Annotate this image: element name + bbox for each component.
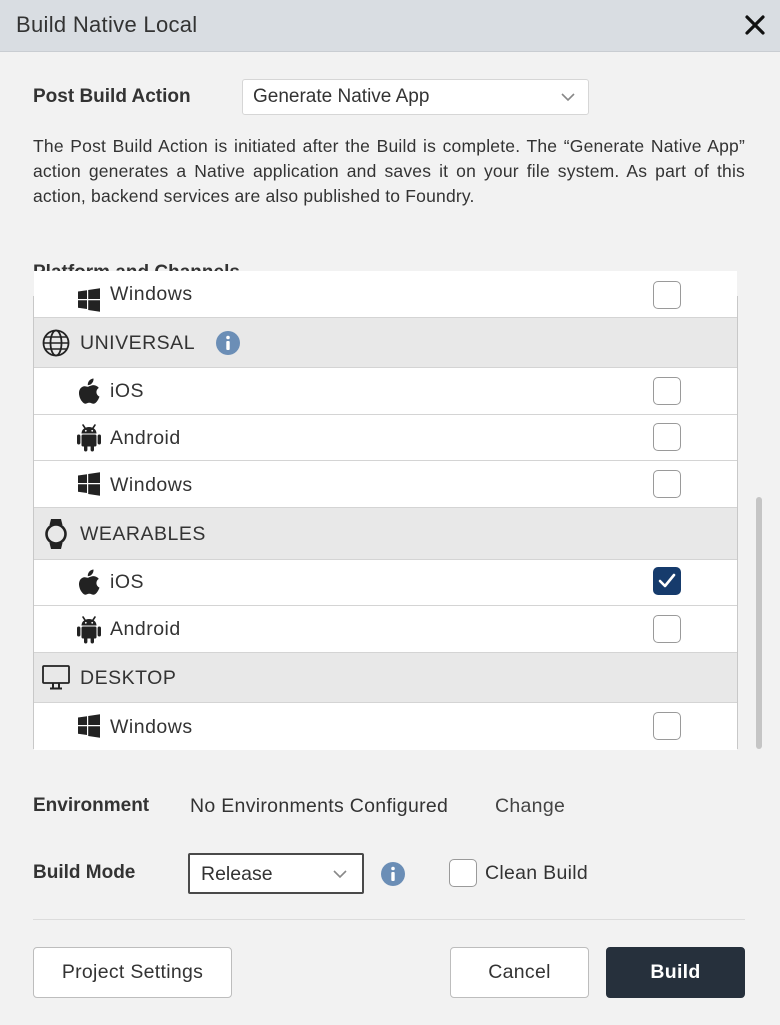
universal-windows-checkbox[interactable] xyxy=(653,470,681,498)
universal-ios-checkbox[interactable] xyxy=(653,377,681,405)
list-item-label: iOS xyxy=(110,571,145,593)
wearables-ios-checkbox[interactable] xyxy=(653,567,681,595)
globe-icon xyxy=(42,329,70,357)
chevron-down-icon xyxy=(332,866,348,882)
list-item-label: Windows xyxy=(110,283,193,305)
cancel-button[interactable]: Cancel xyxy=(450,947,589,998)
checkmark-icon xyxy=(657,572,677,590)
post-build-action-label: Post Build Action xyxy=(33,86,191,107)
wearables-android-checkbox[interactable] xyxy=(653,615,681,643)
clean-build-label[interactable]: Clean Build xyxy=(485,862,589,884)
info-icon[interactable] xyxy=(215,330,241,356)
build-button[interactable]: Build xyxy=(606,947,745,998)
dialog-titlebar xyxy=(0,0,780,52)
list-item xyxy=(34,271,737,318)
list-item xyxy=(34,606,737,653)
group-label: UNIVERSAL xyxy=(80,332,196,354)
chevron-down-icon xyxy=(560,89,576,105)
project-settings-button[interactable]: Project Settings xyxy=(33,947,232,998)
list-item-label: Windows xyxy=(110,716,193,738)
list-scrollbar[interactable] xyxy=(756,497,762,749)
list-item xyxy=(34,560,737,606)
list-item xyxy=(34,415,737,461)
list-item-label: Windows xyxy=(110,474,193,496)
post-build-action-value: Generate Native App xyxy=(253,86,430,107)
build-mode-value: Release xyxy=(201,863,273,885)
universal-android-checkbox[interactable] xyxy=(653,423,681,451)
android-icon xyxy=(76,424,102,452)
group-wearables xyxy=(34,508,737,560)
footer-divider xyxy=(33,919,745,920)
platform-channels-list[interactable] xyxy=(33,283,738,749)
android-icon xyxy=(76,616,102,644)
list-item xyxy=(34,461,737,508)
group-label: WEARABLES xyxy=(80,523,206,545)
platform-checkbox[interactable] xyxy=(653,281,681,309)
close-icon[interactable] xyxy=(740,10,770,40)
dialog-title: Build Native Local xyxy=(16,12,198,37)
watch-icon xyxy=(44,518,68,550)
environment-value: No Environments Configured xyxy=(190,795,449,817)
windows-icon xyxy=(77,472,101,496)
windows-icon xyxy=(77,714,101,738)
post-build-action-select[interactable] xyxy=(242,79,589,115)
list-item xyxy=(34,368,737,415)
windows-icon xyxy=(77,288,101,312)
desktop-windows-checkbox[interactable] xyxy=(653,712,681,740)
list-item-label: Android xyxy=(110,618,181,640)
build-mode-label: Build Mode xyxy=(33,862,136,883)
clean-build-checkbox[interactable] xyxy=(449,859,477,887)
change-environment-link[interactable]: Change xyxy=(495,795,566,817)
monitor-icon xyxy=(42,665,70,691)
group-desktop xyxy=(34,653,737,703)
group-universal xyxy=(34,318,737,368)
environment-label: Environment xyxy=(33,795,150,816)
build-mode-select[interactable] xyxy=(188,853,364,894)
post-build-description: The Post Build Action is initiated after the Build is complete. The “Generate Native App” action generates a Native application and saves it on your file system. As part of this action, backend services are also published to Foundry. xyxy=(33,136,745,206)
list-item xyxy=(34,703,737,750)
list-item-label: iOS xyxy=(110,380,145,402)
list-item-label: Android xyxy=(110,427,181,449)
info-icon[interactable] xyxy=(380,861,406,887)
group-label: DESKTOP xyxy=(80,667,177,689)
apple-icon xyxy=(77,378,101,404)
apple-icon xyxy=(77,569,101,595)
